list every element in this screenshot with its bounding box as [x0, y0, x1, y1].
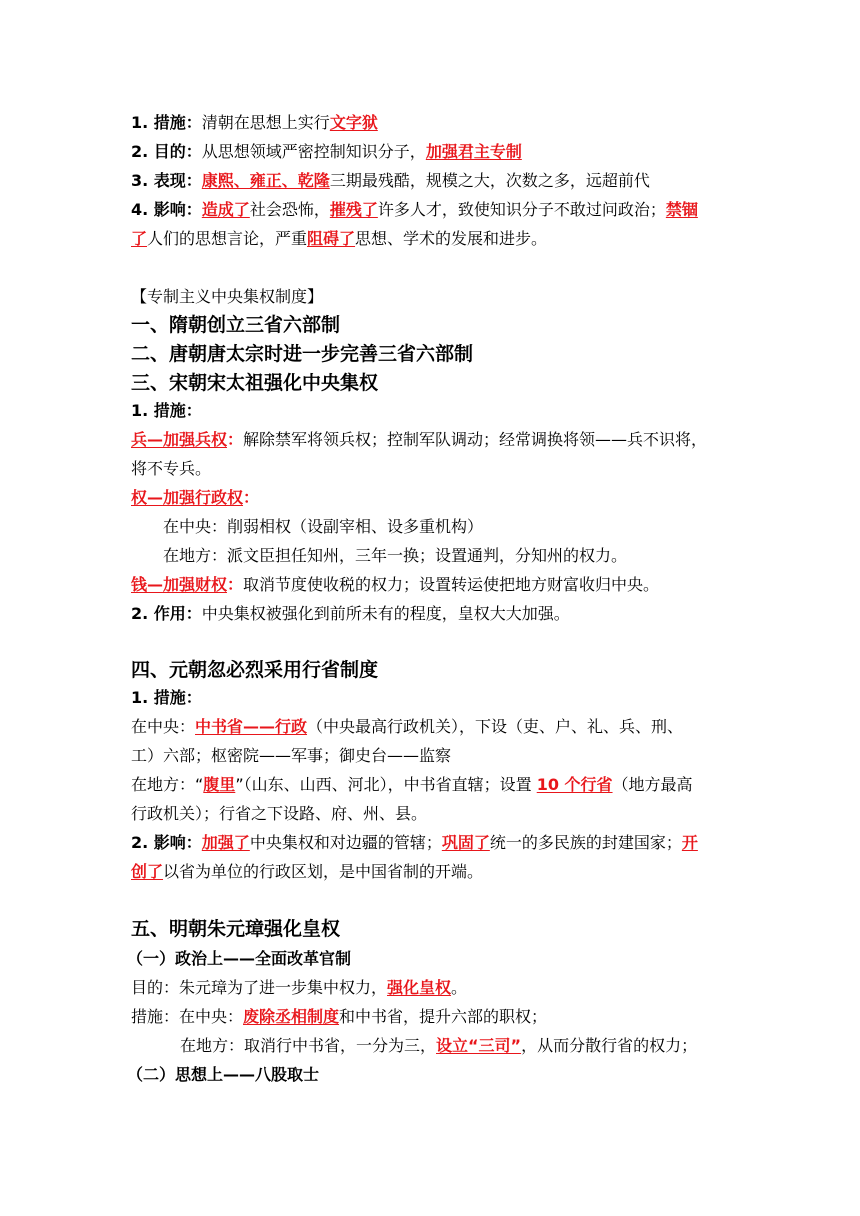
yuan-impact-line-cont [131, 861, 483, 883]
text: （中央最高行政机关），下设（吏、户、礼、兵、刑、 [307, 717, 684, 736]
qing-impact-line [131, 199, 698, 221]
text: 许多人才，致使知识分子不敢过问政治； [377, 200, 666, 219]
highlight: 强化皇权 [387, 978, 452, 997]
colon: ： [227, 575, 244, 594]
highlight: 巩固了 [441, 833, 490, 852]
yuan-central-line-cont: 工）六部；枢密院——军事；御史台——监察 [131, 746, 452, 765]
song-quan-local: 在地方：派文臣担任知州，三年一换；设置通判，分知州的权力。 [163, 546, 628, 565]
highlight: 钱—加强财权 [131, 575, 228, 594]
yuan-measure-label: 1. 措施： [131, 688, 202, 707]
label: 1. 措施： [131, 113, 202, 132]
text: 取消节度使收税的权力；设置转运使把地方财富收归中央。 [243, 575, 660, 594]
heading-song: 三、宋朝宋太祖强化中央集权 [131, 372, 379, 394]
song-bing-line-cont: 将不专兵。 [131, 459, 212, 478]
label: 3. 表现： [131, 171, 202, 190]
highlight: 权—加强行政权 [131, 488, 244, 507]
qing-manifest-line [131, 170, 650, 192]
yuan-central-line [131, 716, 683, 738]
text: ”（山东、山西、河北），中书省直辖；设置 [235, 775, 537, 794]
highlight: 康熙、雍正、乾隆 [201, 171, 330, 190]
text: 中央集权被强化到前所未有的程度，皇权大大加强。 [201, 604, 570, 623]
qing-purpose-line [131, 141, 522, 163]
label: 4. 影响： [131, 200, 202, 219]
heading-sui: 一、隋朝创立三省六部制 [131, 314, 341, 336]
highlight: 腹里 [203, 775, 236, 794]
text: 以省为单位的行政区划，是中国省制的开端。 [163, 862, 484, 881]
song-quan-line [131, 487, 259, 509]
highlight: 摧残了 [329, 200, 378, 219]
highlight: 阻碍了 [307, 229, 356, 248]
text: 在地方：“ [131, 775, 204, 794]
highlight: 文字狱 [329, 113, 378, 132]
ming-thought-heading: （二）思想上——八股取士 [127, 1065, 320, 1084]
song-bing-line [131, 429, 707, 451]
text: 人们的思想言论，严重 [147, 229, 308, 248]
highlight: 开 [681, 833, 698, 852]
text: 清朝在思想上实行 [201, 113, 330, 132]
ming-purpose-line [131, 977, 467, 999]
highlight: 设立“三司” [436, 1036, 522, 1055]
ming-measure-local [180, 1035, 697, 1057]
text: 从思想领域严密控制知识分子， [201, 142, 426, 161]
highlight: 了 [131, 229, 148, 248]
label: 2. 目的： [131, 142, 202, 161]
yuan-local-line-cont: 行政机关）；行省之下设路、府、州、县。 [131, 804, 428, 823]
highlight: 10 个行省 [536, 775, 613, 794]
colon: ： [243, 488, 260, 507]
text: ，从而分散行省的权力； [521, 1036, 698, 1055]
heading-yuan: 四、元朝忽必烈采用行省制度 [131, 659, 379, 681]
yuan-local-line [131, 774, 693, 796]
ming-measure-central [131, 1006, 547, 1028]
highlight: 造成了 [201, 200, 250, 219]
yuan-impact-line [131, 832, 698, 854]
heading-ming: 五、明朝朱元璋强化皇权 [131, 918, 341, 940]
text: （地方最高 [612, 775, 693, 794]
highlight: 创了 [131, 862, 164, 881]
text: 统一的多民族的封建国家； [489, 833, 682, 852]
text: 和中书省，提升六部的职权； [339, 1007, 548, 1026]
text: 目的：朱元璋为了进一步集中权力， [131, 978, 388, 997]
text: 。 [451, 978, 468, 997]
text: 措施：在中央： [131, 1007, 244, 1026]
text: 中央集权和对边疆的管辖； [249, 833, 442, 852]
qing-impact-line-cont [131, 228, 547, 250]
song-qian-line [131, 574, 659, 596]
highlight: 兵—加强兵权 [131, 430, 228, 449]
label: 2. 影响： [131, 833, 202, 852]
highlight: 禁锢 [665, 200, 698, 219]
qing-measure-line [131, 112, 378, 134]
colon: ： [227, 430, 244, 449]
highlight: 加强君主专制 [425, 142, 522, 161]
label: 2. 作用： [131, 604, 202, 623]
text: 解除禁军将领兵权；控制军队调动；经常调换将领——兵不识将， [243, 430, 708, 449]
highlight: 加强了 [201, 833, 250, 852]
song-measure-label: 1. 措施： [131, 401, 202, 420]
section-label: 【专制主义中央集权制度】 [131, 287, 324, 306]
heading-tang: 二、唐朝唐太宗时进一步完善三省六部制 [131, 343, 474, 365]
song-quan-central: 在中央：削弱相权（设副宰相、设多重机构） [163, 517, 484, 536]
text: 在地方：取消行中书省，一分为三， [180, 1036, 437, 1055]
text: 三期最残酷，规模之大，次数之多，远超前代 [329, 171, 650, 190]
text: 社会恐怖， [249, 200, 330, 219]
song-effect-line [131, 603, 570, 625]
highlight: 废除丞相制度 [243, 1007, 340, 1026]
highlight: 中书省——行政 [195, 717, 308, 736]
text: 思想、学术的发展和进步。 [355, 229, 548, 248]
ming-political-heading: （一）政治上——全面改革官制 [127, 949, 352, 968]
text: 在中央： [131, 717, 196, 736]
